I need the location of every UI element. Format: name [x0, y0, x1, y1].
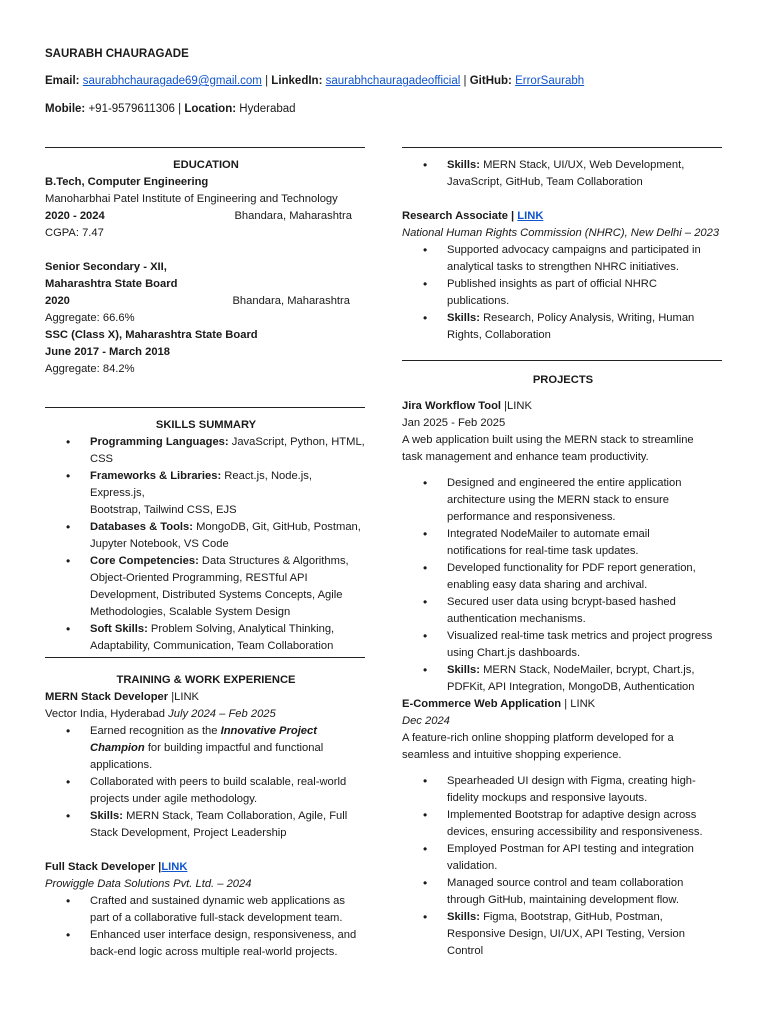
- skill-category: Soft Skills:: [90, 623, 148, 635]
- skill-category: Core Competencies:: [90, 555, 199, 567]
- section-title: EDUCATION: [173, 159, 239, 171]
- list-item: [447, 276, 724, 310]
- list-item: [447, 841, 724, 875]
- list-item: [90, 553, 367, 621]
- bullet-text: Rights, Collaboration: [447, 329, 551, 341]
- divider: [45, 407, 365, 408]
- separator: |: [463, 75, 467, 87]
- skill-values: Methodologies, Scalable System Design: [90, 606, 291, 618]
- skills-label: Skills:: [447, 312, 480, 324]
- divider: [45, 147, 365, 148]
- list-item: [90, 927, 367, 961]
- section-title: SKILLS SUMMARY: [155, 419, 257, 431]
- bullet-text: using Chart.js dashboards.: [447, 647, 581, 659]
- email-label: Email:: [45, 75, 80, 87]
- education-score: CGPA: 7.47: [45, 227, 104, 239]
- skills-label: Skills:: [447, 664, 480, 676]
- separator: |: [158, 861, 162, 873]
- separator: |: [511, 210, 515, 222]
- list-item: [90, 893, 367, 927]
- bullet-text: applications.: [90, 759, 153, 771]
- divider: [45, 657, 365, 658]
- bullet-text: publications.: [447, 295, 510, 307]
- institute-name: Manoharbhai Patel Institute of Engineering and Technology: [45, 193, 338, 205]
- job-bullets: [402, 157, 724, 191]
- bullet-text: Crafted and sustained dynamic web applications as: [90, 895, 345, 907]
- hsc-title-line1: Senior Secondary - XII,: [45, 261, 167, 273]
- list-item: [90, 468, 367, 519]
- skill-values: Jupyter Notebook, VS Code: [90, 538, 229, 550]
- job-dates: July 2024 – Feb 2025: [168, 708, 276, 720]
- bullet-text: Spearheaded UI design with Figma, creating high-: [447, 775, 696, 787]
- bullet-text: Developed functionality for PDF report generation,: [447, 562, 696, 574]
- job-bullets: [45, 723, 367, 842]
- skill-category: Databases & Tools:: [90, 521, 193, 533]
- skill-values: Adaptability, Communication, Team Collaboration: [90, 640, 334, 652]
- linkedin-label: LinkedIn:: [271, 75, 323, 87]
- education-dates: 2020 - 2024: [45, 210, 105, 222]
- list-item: [90, 621, 367, 655]
- skill-values: Development, Distributed Systems Concepts, Agile: [90, 589, 343, 601]
- section-title: PROJECTS: [532, 374, 594, 386]
- mobile-value: +91-9579611306: [88, 103, 175, 115]
- bullet-text: Secured user data using bcrypt-based hashed: [447, 596, 676, 608]
- project-title: Jira Workflow Tool: [402, 400, 502, 412]
- project-bullets: [402, 773, 724, 960]
- hsc-title-line2: Maharashtra State Board: [45, 278, 178, 290]
- degree-title: B.Tech, Computer Engineering: [45, 176, 209, 188]
- project-link[interactable]: | LINK: [564, 698, 596, 710]
- skills-label: Skills:: [447, 911, 480, 923]
- bullet-text: Responsive Design, UI/UX, API Testing, Version: [447, 928, 685, 940]
- job-title: Research Associate: [402, 210, 508, 222]
- bullet-emphasis: Innovative Project: [220, 725, 317, 737]
- skill-values: MongoDB, Git, GitHub, Postman,: [193, 521, 361, 533]
- job-heading: [45, 689, 367, 706]
- org-name: Vector India, Hyderabad: [45, 708, 166, 720]
- job-title: Full Stack Developer: [45, 861, 156, 873]
- bullet-text: Stack Development, Project Leadership: [90, 827, 287, 839]
- bullet-text: performance and responsiveness.: [447, 511, 616, 523]
- bullet-text: fidelity mockups and responsive layouts.: [447, 792, 648, 804]
- email-link[interactable]: saurabhchauragade69@gmail.com: [82, 75, 262, 87]
- list-item: [90, 808, 367, 842]
- project-title: E-Commerce Web Application: [402, 698, 562, 710]
- education-section: [45, 157, 367, 378]
- bullet-text: MERN Stack, UI/UX, Web Development,: [479, 159, 685, 171]
- bullet-text: back-end logic across multiple real-world projects.: [90, 946, 338, 958]
- bullet-text: analytical tasks to strengthen NHRC initiatives.: [447, 261, 679, 273]
- project-heading: [402, 398, 724, 415]
- list-item: [447, 242, 724, 276]
- list-item: [447, 909, 724, 960]
- divider: [402, 147, 722, 148]
- education-date-row: [45, 293, 367, 310]
- bullet-text: Control: [447, 945, 484, 957]
- bullet-text: Visualized real-time task metrics and project progress: [447, 630, 713, 642]
- project-heading: [402, 696, 724, 713]
- skill-values: Problem Solving, Analytical Thinking,: [147, 623, 335, 635]
- bullet-text: Supported advocacy campaigns and participated in: [447, 244, 701, 256]
- candidate-name: SAURABH CHAURAGADE: [45, 48, 189, 60]
- list-item: [447, 875, 724, 909]
- bullet-text: Enhanced user interface design, responsiveness, and: [90, 929, 357, 941]
- bullet-text: architecture using the MERN stack to ensure: [447, 494, 669, 506]
- bullet-text: Implemented Bootstrap for adaptive design across: [447, 809, 697, 821]
- skills-label: Skills:: [447, 159, 480, 171]
- location-label: Location:: [184, 103, 237, 115]
- education-dates: 2020: [45, 295, 70, 307]
- list-item: [447, 157, 724, 191]
- project-dates: Jan 2025 - Feb 2025: [402, 417, 506, 429]
- projects-section: [402, 372, 724, 960]
- list-item: [90, 774, 367, 808]
- job-link[interactable]: LINK: [161, 861, 188, 873]
- contact-line-online: [45, 73, 584, 90]
- job-title: MERN Stack Developer: [45, 691, 169, 703]
- divider: [402, 360, 722, 361]
- bullet-text: MERN Stack, NodeMailer, bcrypt, Chart.js,: [479, 664, 695, 676]
- education-score: Aggregate: 84.2%: [45, 363, 135, 375]
- desc-line: A web application built using the MERN stack to streamline: [402, 434, 694, 446]
- bullet-text: Designed and engineered the entire application: [447, 477, 682, 489]
- desc-line: seamless and intuitive shopping experience.: [402, 749, 622, 761]
- bullet-text: Figma, Bootstrap, GitHub, Postman,: [479, 911, 663, 923]
- experience-continued: [402, 157, 724, 344]
- bullet-text: Managed source control and team collaboration: [447, 877, 684, 889]
- list-item: [447, 594, 724, 628]
- list-item: [447, 560, 724, 594]
- bullet-text: through GitHub, maintaining development flow.: [447, 894, 679, 906]
- project-description: [402, 730, 724, 764]
- list-item: [447, 807, 724, 841]
- project-bullets: [402, 475, 724, 696]
- separator: |: [265, 75, 269, 87]
- bullet-text: notifications for real-time task updates.: [447, 545, 639, 557]
- contact-line-phone: [45, 101, 296, 118]
- job-heading: [402, 208, 724, 225]
- skill-category: Programming Languages:: [90, 436, 229, 448]
- list-item: [447, 773, 724, 807]
- bullet-text: Published insights as part of official NHRC: [447, 278, 657, 290]
- bullet-text: authentication mechanisms.: [447, 613, 586, 625]
- list-item: [447, 475, 724, 526]
- experience-section: [45, 672, 367, 961]
- bullet-text: Employed Postman for API testing and integration: [447, 843, 694, 855]
- project-dates: Dec 2024: [402, 715, 450, 727]
- education-dates: June 2017 - March 2018: [45, 346, 170, 358]
- bullet-text: Research, Policy Analysis, Writing, Human: [479, 312, 695, 324]
- bullet-text: Earned recognition as the: [90, 725, 218, 737]
- skill-category: Frameworks & Libraries:: [90, 470, 222, 482]
- bullet-text: MERN Stack, Team Collaboration, Agile, Full: [122, 810, 348, 822]
- location-value: Hyderabad: [239, 103, 296, 115]
- skill-values: React.js, Node.js, Express.js,: [90, 470, 312, 499]
- bullet-text: part of a collaborative full-stack development team.: [90, 912, 343, 924]
- list-item: [90, 519, 367, 553]
- section-title: TRAINING & WORK EXPERIENCE: [116, 674, 296, 686]
- job-org: Prowiggle Data Solutions Pvt. Ltd. – 2024: [45, 878, 252, 890]
- job-link[interactable]: LINK: [517, 210, 544, 222]
- linkedin-link[interactable]: saurabhchauragadeofficial: [325, 75, 461, 87]
- job-org: [45, 706, 367, 723]
- list-item: [447, 526, 724, 560]
- bullet-emphasis: Champion: [90, 742, 145, 754]
- education-place: Bhandara, Maharashtra: [232, 295, 350, 307]
- project-description: [402, 432, 724, 466]
- separator: |: [178, 103, 182, 115]
- job-bullets: [402, 242, 724, 344]
- mobile-label: Mobile:: [45, 103, 86, 115]
- desc-line: task management and enhance team productivity.: [402, 451, 649, 463]
- list-item: [447, 662, 724, 696]
- github-label: GitHub:: [469, 75, 512, 87]
- skills-list: [45, 434, 367, 655]
- job-heading: [45, 859, 367, 876]
- education-date-row: [45, 208, 367, 225]
- bullet-text: JavaScript, GitHub, Team Collaboration: [447, 176, 643, 188]
- education-score: Aggregate: 66.6%: [45, 312, 135, 324]
- bullet-text: devices, ensuring accessibility and responsiveness.: [447, 826, 703, 838]
- skills-label: Skills:: [90, 810, 123, 822]
- education-place: Bhandara, Maharashtra: [234, 210, 352, 222]
- list-item: [447, 628, 724, 662]
- bullet-text: Integrated NodeMailer to automate email: [447, 528, 650, 540]
- bullet-text: enabling easy data sharing and archival.: [447, 579, 648, 591]
- github-link[interactable]: ErrorSaurabh: [515, 75, 585, 87]
- skills-section: [45, 417, 367, 655]
- bullet-text: projects under agile methodology.: [90, 793, 258, 805]
- desc-line: A feature-rich online shopping platform developed for a: [402, 732, 674, 744]
- bullet-text: PDFKit, API Integration, MongoDB, Authentication: [447, 681, 695, 693]
- bullet-text: for building impactful and functional: [147, 742, 324, 754]
- skill-values: CSS: [90, 453, 114, 465]
- skill-values: Object-Oriented Programming, RESTful API: [90, 572, 308, 584]
- job-bullets: [45, 893, 367, 961]
- skill-values: Bootstrap, Tailwind CSS, EJS: [90, 504, 237, 516]
- skill-values: JavaScript, Python, HTML,: [228, 436, 365, 448]
- job-org: National Human Rights Commission (NHRC), New Delhi – 2023: [402, 227, 720, 239]
- list-item: [447, 310, 724, 344]
- ssc-title: SSC (Class X), Maharashtra State Board: [45, 329, 258, 341]
- list-item: [90, 723, 367, 774]
- job-link[interactable]: |LINK: [171, 691, 199, 703]
- bullet-text: Collaborated with peers to build scalable, real-world: [90, 776, 347, 788]
- project-link[interactable]: |LINK: [504, 400, 532, 412]
- bullet-text: validation.: [447, 860, 498, 872]
- list-item: [90, 434, 367, 468]
- skill-values: Data Structures & Algorithms,: [198, 555, 349, 567]
